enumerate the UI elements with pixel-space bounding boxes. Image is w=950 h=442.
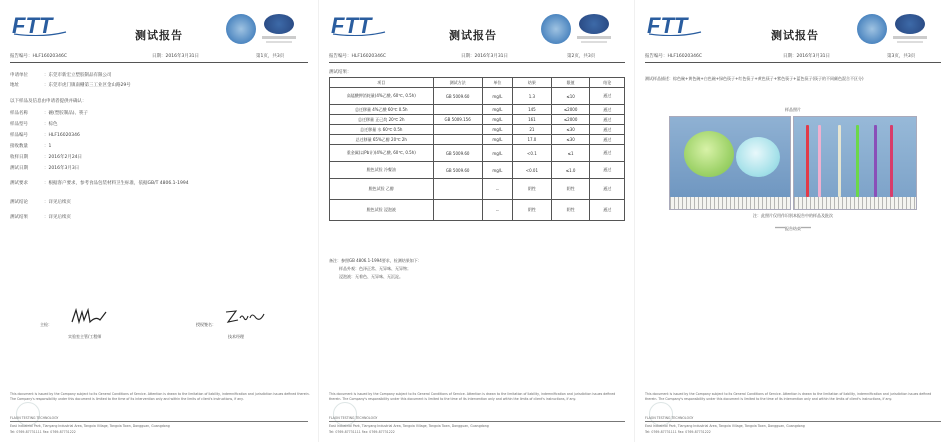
table-cell: 通过	[590, 200, 625, 221]
report-date: 日期：2016年3月31日	[461, 54, 509, 59]
table-cell: --	[482, 200, 512, 221]
results-note: 浸泡液：无着色、无异味、无沉淀。	[339, 274, 403, 279]
table-cell: 1.3	[513, 88, 552, 105]
table-cell: ≤2000	[551, 115, 590, 125]
signature-left-label: 主检：	[40, 322, 52, 327]
table-cell: 阴性	[513, 200, 552, 221]
ftt-logo-icon	[647, 14, 703, 36]
field-value: ：东莞市虎门镇南栅第三工业区金山路29号	[44, 83, 131, 88]
field-key: 地址	[10, 83, 19, 88]
signature-left-icon	[70, 306, 110, 328]
cnas-mark	[579, 14, 609, 34]
field-value: ：1	[44, 144, 52, 149]
footer-address: East Industrial Park, Tianyang Industrial Area, Tangxia Village, Tangxia Town, Dongguan, Guangdong	[10, 424, 170, 428]
cnas-seal-icon	[577, 14, 611, 44]
signature-left-caption: 实验室主管/工程师	[68, 334, 102, 339]
field-value: ：碗(塑胶制品)、筷子	[44, 111, 89, 116]
table-cell	[433, 125, 482, 135]
table-cell	[433, 200, 482, 221]
footer-disclaimer: This document is issued by the Company subject to its General Conditions of Service. Attention is drawn to the limitation of liability, indemnification and jurisdiction issues defined therein. The Company's responsibility under this document is limited to the time of its intervention only and within the limits of client's instructions, if any.	[10, 392, 310, 401]
table-cell: 总迁移量 水 60℃ 0.5h	[330, 125, 434, 135]
table-cell: 21	[513, 125, 552, 135]
signature-right-icon	[222, 306, 268, 328]
table-cell: mg/L	[482, 115, 512, 125]
svg-text:FTT: FTT	[331, 14, 372, 36]
report-title: 测试报告	[449, 29, 497, 42]
report-number-label: 报告编号：	[329, 54, 352, 59]
table-cell: mg/L	[482, 162, 512, 179]
field-address	[10, 82, 131, 88]
table-cell: GB 5009.60	[433, 88, 482, 105]
table-row	[330, 200, 625, 221]
report-number	[329, 53, 386, 59]
ftt-logo-icon	[331, 14, 387, 36]
field-sample-no	[10, 132, 80, 138]
stamp-watermark-icon	[649, 402, 673, 426]
footer-contact: Tel: 0769-87731111 Fax: 0769-87731222	[645, 430, 711, 434]
table-cell: 脱色试验 乙醇	[330, 179, 434, 200]
footer-disclaimer: This document is issued by the Company subject to its General Conditions of Service. Attention is drawn to the limitation of liability, indemnification and jurisdiction issues defined therein. The Company's responsibility under this document is limited to the time of its intervention only and within the limits of client's instructions, if any.	[329, 392, 616, 401]
sample-description: 测试样品描述：棕色碗+黄色碗+白色碗+绿色筷子+红色筷子+黄色筷子+紫色筷子+蓝色筷子(筷子的不同颜色混合不区分)	[645, 76, 864, 81]
report-number-value: HLF16020346C	[32, 54, 68, 59]
footer-org: FLAON TESTING TECHNOLOGY	[329, 416, 378, 420]
table-cell: 脱色试验 浸泡液	[330, 200, 434, 221]
field-value: ：2016年3月3日	[44, 166, 80, 171]
table-cell: ≤30	[551, 135, 590, 145]
photo-label: 样品照片	[785, 107, 801, 112]
table-cell: 高锰酸钾消耗量(4%乙酸, 60℃, 0.5h)	[330, 88, 434, 105]
photo-caption: 注：此照片仅用作识别本报告中的样品及批次	[753, 213, 833, 218]
footer-divider	[10, 421, 308, 422]
table-cell: ≤1.0	[551, 162, 590, 179]
field-key: 测试结论	[10, 200, 28, 205]
cnas-caption-bar	[266, 41, 292, 43]
header-divider	[645, 62, 941, 63]
blue-bowl-icon	[736, 137, 780, 177]
table-row	[330, 105, 625, 115]
footer-contact: Tel: 0769-87731111 Fax: 0769-87731222	[329, 430, 395, 434]
table-cell: <0.1	[513, 145, 552, 162]
field-test-requirement	[10, 180, 189, 186]
page-indicator: 第3页，共3页	[887, 54, 916, 59]
field-key: 测试结果	[10, 215, 28, 220]
table-header: 结论	[590, 78, 625, 88]
purple-chopstick-icon	[874, 125, 877, 197]
table-cell: 阴性	[551, 179, 590, 200]
field-test-date	[10, 165, 79, 171]
table-cell: 通过	[590, 125, 625, 135]
table-row	[330, 135, 625, 145]
pink-chopstick-icon	[818, 125, 821, 197]
table-cell: 通过	[590, 162, 625, 179]
report-date: 日期：2016年3月31日	[152, 54, 200, 59]
table-cell: --	[482, 179, 512, 200]
table-cell: 通过	[590, 179, 625, 200]
report-number-label: 报告编号：	[10, 54, 33, 59]
report-title: 测试报告	[771, 29, 819, 42]
table-cell: GB 5009.60	[433, 162, 482, 179]
table-cell: <0.01	[513, 162, 552, 179]
results-note: 备注：参照GB 4806.1-1994要求，检测结果如下：	[329, 258, 422, 263]
field-key: 测试要求	[10, 181, 28, 186]
report-end-marker: *****报告结束*****	[775, 226, 811, 231]
footer-disclaimer: This document is issued by the Company subject to its General Conditions of Service. Attention is drawn to the limitation of liability, indemnification and jurisdiction issues defined therein. The Company's responsibility under this document is limited to the time of its intervention only and within the limits of client's instructions, if any.	[645, 392, 932, 401]
table-cell: 重金属(以Pb计)(4%乙酸, 60℃, 0.5h)	[330, 145, 434, 162]
field-value: ：东莞市新宏立塑胶制品有限公司	[44, 73, 112, 78]
field-key: 收样日期	[10, 155, 28, 160]
sample-photo-bowls	[669, 116, 791, 210]
field-key: 接收数量	[10, 144, 28, 149]
field-applicant	[10, 72, 112, 78]
field-result	[10, 214, 71, 220]
field-received-date	[10, 154, 82, 160]
table-cell: 通过	[590, 145, 625, 162]
table-cell: 通过	[590, 135, 625, 145]
field-value: ：HLF16020346	[44, 133, 80, 138]
report-page-2	[318, 0, 635, 442]
field-sample-model	[10, 121, 58, 127]
cnas-seal-icon	[893, 14, 927, 44]
table-cell: 总迁移量 正己烷 20℃ 2h	[330, 115, 434, 125]
cnas-caption-bar	[893, 36, 927, 39]
stamp-watermark-icon	[16, 402, 40, 426]
table-cell: mg/L	[482, 88, 512, 105]
table-cell	[433, 179, 482, 200]
table-cell: ≤30	[551, 125, 590, 135]
footer-divider	[645, 421, 941, 422]
field-key: 样品型号	[10, 122, 28, 127]
table-cell: ≤1	[551, 145, 590, 162]
field-value: ：2016年2月24日	[44, 155, 83, 160]
signature-right-caption: 技术经理	[228, 334, 244, 339]
footer-address: East Industrial Park, Tianyang Industrial Area, Tangxia Village, Tangxia Town, Dongguan, Guangdong	[329, 424, 489, 428]
table-row	[330, 115, 625, 125]
table-header: 项目	[330, 78, 434, 88]
table-cell: 145	[513, 105, 552, 115]
footer-contact: Tel: 0769-87731111 Fax: 0769-87731222	[10, 430, 76, 434]
footer-address: East Industrial Park, Tianyang Industrial Area, Tangxia Village, Tangxia Town, Dongguan, Guangdong	[645, 424, 805, 428]
field-value: 以下样品及信息由申请者提供并确认：	[10, 99, 87, 104]
table-row	[330, 162, 625, 179]
field-key: 样品编号	[10, 133, 28, 138]
table-cell: 通过	[590, 88, 625, 105]
table-header: 测试方法	[433, 78, 482, 88]
table-cell: 阴性	[513, 179, 552, 200]
results-label: 测试结果：	[329, 70, 352, 75]
report-number-value: HLF16020346C	[667, 54, 703, 59]
ftt-logo	[647, 14, 703, 36]
cnas-caption-bar	[577, 36, 611, 39]
report-title: 测试报告	[135, 29, 183, 42]
field-value: ：详见后续页	[44, 215, 71, 220]
stamp-watermark-icon	[333, 402, 357, 426]
field-sample-note	[10, 98, 87, 104]
magenta-chopstick-icon	[890, 125, 893, 197]
field-value: ：根据客户要求，参考食品包装材料卫生标准，依据GB/T 4806.1-1994	[44, 181, 189, 186]
table-cell: 阴性	[551, 200, 590, 221]
report-number-value: HLF16020346C	[351, 54, 387, 59]
green-chopstick-icon	[856, 125, 859, 197]
footer-org: FLAON TESTING TECHNOLOGY	[645, 416, 694, 420]
ilac-mra-seal-icon	[857, 14, 887, 44]
cnas-mark	[264, 14, 294, 34]
cnas-mark	[895, 14, 925, 34]
footer-org: FLAON TESTING TECHNOLOGY	[10, 416, 59, 420]
header-divider	[329, 62, 625, 63]
table-header: 限值	[551, 78, 590, 88]
table-cell: GB 5009.60	[433, 145, 482, 162]
white-chopstick-icon	[838, 125, 841, 197]
table-cell: GB 5009.156	[433, 115, 482, 125]
field-quantity	[10, 143, 51, 149]
table-cell	[433, 135, 482, 145]
report-number	[645, 53, 702, 59]
table-cell: mg/L	[482, 105, 512, 115]
report-page-3	[634, 0, 950, 442]
table-row	[330, 179, 625, 200]
sample-photo-chopsticks	[793, 116, 917, 210]
table-cell: mg/L	[482, 145, 512, 162]
table-cell: mg/L	[482, 125, 512, 135]
field-key: 测试日期	[10, 166, 28, 171]
field-value: ：棕色	[44, 122, 58, 127]
cnas-caption-bar	[262, 36, 296, 39]
ruler-icon	[670, 197, 790, 209]
page-indicator: 第2页，共3页	[567, 54, 596, 59]
table-header: 单位	[482, 78, 512, 88]
table-cell: 通过	[590, 105, 625, 115]
ilac-mra-seal-icon	[541, 14, 571, 44]
field-key: 申请单位	[10, 73, 28, 78]
page-indicator: 第1页，共3页	[256, 54, 285, 59]
report-number	[10, 53, 67, 59]
table-cell: 总迁移量 4%乙酸 60℃ 0.5h	[330, 105, 434, 115]
ruler-icon	[794, 197, 916, 209]
results-note: 样品外观：色泽正常、无异味、无异物；	[339, 266, 411, 271]
table-cell	[433, 105, 482, 115]
table-row	[330, 125, 625, 135]
ftt-logo	[331, 14, 387, 36]
table-row	[330, 145, 625, 162]
table-cell: ≤10	[551, 88, 590, 105]
table-header-row	[330, 78, 625, 88]
table-row	[330, 88, 625, 105]
ftt-logo	[12, 14, 68, 36]
ilac-mra-seal-icon	[226, 14, 256, 44]
report-date: 日期：2016年3月31日	[783, 54, 831, 59]
footer-divider	[329, 421, 625, 422]
ftt-logo-icon	[12, 14, 68, 36]
field-key: 样品名称	[10, 111, 28, 116]
header-divider	[10, 62, 308, 63]
svg-text:FTT: FTT	[647, 14, 688, 36]
table-cell: 总迁移量 65%乙醇 20℃ 2h	[330, 135, 434, 145]
green-bowl-icon	[684, 131, 734, 177]
red-chopstick-icon	[806, 125, 809, 197]
field-value: ：详见后续页	[44, 200, 71, 205]
report-number-label: 报告编号：	[645, 54, 668, 59]
cnas-seal-icon	[262, 14, 296, 44]
table-cell: mg/L	[482, 135, 512, 145]
table-cell: 161	[513, 115, 552, 125]
cnas-caption-bar	[581, 41, 607, 43]
report-page-1	[0, 0, 318, 442]
results-table	[329, 77, 625, 221]
table-cell: 17.0	[513, 135, 552, 145]
table-header: 结果	[513, 78, 552, 88]
field-conclusion	[10, 199, 71, 205]
table-cell: 通过	[590, 115, 625, 125]
field-sample-name	[10, 110, 88, 116]
svg-text:FTT: FTT	[12, 14, 53, 36]
table-cell: 脱色试验 冷餐油	[330, 162, 434, 179]
table-cell: ≤2000	[551, 105, 590, 115]
cnas-caption-bar	[897, 41, 923, 43]
signature-right-label: 授权签名：	[196, 322, 216, 327]
